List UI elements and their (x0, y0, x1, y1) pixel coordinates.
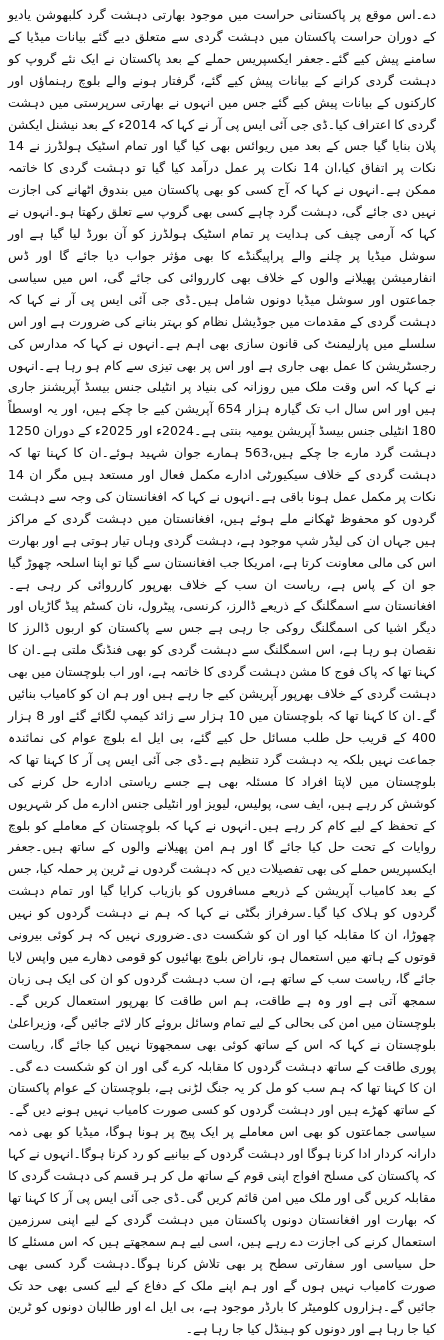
article-body-text: دے۔اس موقع پر پاکستانی حراست میں موجود بھارتی دہشت گرد کلبھوشن یادیو کے دوران حراست پاکستان میں دہشت گردی سے متعلق دیے گئے بیانات میڈیا کے سامنے پیش کیے گئے۔جعفر ایکسپریس حملے کے بعد پاکستان نے ایک نئے گروپ کو دہشت گردی کرانے کے بیانات پیش کیے گئے، گرفتار ہونے والے بلوچ رہنماؤں اور کارکنوں کے بیانات پیش کیے گئے جس میں انہوں نے بھارتی سرپرستی میں دہشت گردی کا اعتراف کیا۔ڈی جی آئی ایس پی آر نے کہا کہ 2014ء کے بعد نیشنل ایکشن پلان بنایا گیا جس کے بعد میں ریوائس بھی کیا گیا اور تمام اسٹیک ہولڈرز نے 14 نکات پر اتفاق کیا،ان 14 نکات پر عمل درآمد کیا گیا تو دہشت گردی کا خاتمہ ممکن ہے۔انہوں نے کہا کہ آج کسی کو بھی پاکستان میں بندوق اٹھانے کی اجازت نہیں دی جائے گی، دہشت گرد چاہے کسی بھی گروپ سے تعلق رکھتا ہو۔انہوں نے کہا کہ آرمی چیف کی ہدایت پر تمام اسٹیک ہولڈرز کو آن بورڈ لیا گیا ہے اور سوشل میڈیا پر چلنے والے پراپیگنڈے کا بھی مؤثر جواب دیا جائے گا اور ڈس انفارمیشن پھیلانے والوں کے خلاف بھی کارروائی کی جائے گی، اس میں سیاسی جماعتوں اور سوشل میڈیا دونوں شامل ہیں۔ڈی جی آئی ایس پی آر نے کہا کہ دہشت گردی کے مقدمات میں جوڈیشل نظام کو بہتر بنانے کی ضرورت ہے اور اس سلسلے میں پارلیمنٹ کی قانون سازی بھی اہم ہے۔انہوں نے کہا کہ مدارس کی رجسٹریشن کا عمل بھی جاری ہے اور اس پر بھی تیزی سے کام ہو رہا ہے۔انہوں نے کہا کہ اس وقت ملک میں روزانہ کی بنیاد پر انٹیلی جنس بیسڈ آپریشنز جاری ہیں اور اس سال اب تک گیارہ ہزار 654 آپریشن کیے جا چکے ہیں، اور یہ اوسطاً 180 انٹیلی جنس بیسڈ آپریشن یومیہ بنتی ہے۔2024ء اور 2025ء کے دوران 1250 دہشت گرد مارے جا چکے ہیں،563 ہمارے جوان شہید ہوئے۔ان کا کہنا تھا کہ دہشت گردی کے خلاف سیکیورٹی ادارے مکمل فعال اور مستعد ہیں مگر ان 14 نکات پر مکمل عمل ہونا باقی ہے۔انہوں نے کہا کہ افغانستان کی وجہ سے دہشت گردوں کو محفوظ ٹھکانے ملے ہوئے ہیں، افغانستان میں دہشت گردی کے مراکز ہیں جہاں ان کی لیڈر شپ موجود ہے، دہشت گردی وہاں تیار ہوتی ہے اور بھارت اس کی مالی معاونت کرتا ہے، امریکا جب افغانستان سے گیا تو اپنا اسلحہ چھوڑ گیا جو ان کے پاس ہے، ریاست ان سب کے خلاف بھرپور کارروائی کر رہی ہے۔افغانستان سے اسمگلنگ کے ذریعے ڈالرز، کرنسی، پیٹرول، نان کسٹم پیڈ گاڑیاں اور دیگر اشیا کی اسمگلنگ روکی جا رہی ہے جس سے پاکستان کو اربوں ڈالرز کا نقصان ہو رہا ہے، اس اسمگلنگ سے دہشت گردی کو بھی فنڈنگ ملتی ہے۔ان کا کہنا تھا کہ پاک فوج کا مشن دہشت گردی کا خاتمہ ہے، اور اب بلوچستان میں بھی دہشت گردی کے خلاف بھرپور آپریشن کیے جا رہے ہیں اور ہم ان کو کامیاب بنائیں گے۔ان کا کہنا تھا کہ بلوچستان میں 10 ہزار سے زائد کیمپ لگائے گئے اور 8 ہزار 400 کے قریب حل طلب مسائل حل کیے گئے، بی ایل اے بلوچ عوام کی نمائندہ جماعت نہیں بلکہ یہ دہشت گرد تنظیم ہے۔ڈی جی آئی ایس پی آر کا کہنا تھا کہ بلوچستان میں لاپتا افراد کا مسئلہ بھی ہے جسے ریاستی ادارے حل کرنے کی کوشش کر رہے ہیں، ایف سی، پولیس، لیویز اور انٹیلی جنس ادارے مل کر شہریوں کے تحفظ کے لیے کام کر رہے ہیں۔انہوں نے کہا کہ بلوچستان کے معاملے کو بلوچ روایات کے تحت حل کیا جائے گا اور ہم امن پھیلانے والوں کے ساتھ ہیں۔جعفر ایکسپریس حملے کی بھی تفصیلات دیں کہ دہشت گردوں نے ٹرین پر حملہ کیا، جس کے بعد کامیاب آپریشن کے ذریعے مسافروں کو بازیاب کرایا گیا اور تمام دہشت گردوں کو ہلاک کیا گیا۔سرفراز بگٹی نے کہا کہ ہم نے دہشت گردوں کو نہیں چھوڑا، ان کا مقابلہ کیا اور ان کو شکست دی۔ضروری نہیں کہ ہر کوئی بیرونی قوتوں کے ہاتھ میں استعمال ہو، ناراض بلوچ بھائیوں کو قومی دھارے میں واپس لایا جائے گا، ریاست سب کے ساتھ ہے، ان سب دہشت گردوں کو ان کی ایک ہی زبان سمجھ آتی ہے اور وہ ہے طاقت، ہم اس طاقت کا بھرپور استعمال کریں گے۔بلوچستان میں امن کی بحالی کے لیے تمام وسائل بروئے کار لائے جائیں گے، وزیراعلیٰ بلوچستان نے کہا کہ اس کے ساتھ کوئی بھی سمجھوتا نہیں کیا جائے گا، ریاست پوری طاقت کے ساتھ دہشت گردوں کا مقابلہ کرے گی اور ان کو شکست دے گی۔ان کا کہنا تھا کہ ہم سب کو مل کر یہ جنگ لڑنی ہے، بلوچستان کے عوام پاکستان کے ساتھ کھڑے ہیں اور دہشت گردوں کو کسی صورت کامیاب نہیں ہونے دیں گے۔سیاسی جماعتوں کو بھی اس معاملے پر ایک پیج پر ہونا ہوگا، میڈیا کو بھی ذمہ دارانہ کردار ادا کرنا ہوگا اور دہشت گردوں کے بیانیے کو رد کرنا ہوگا۔انہوں نے کہا کہ پاکستان کی مسلح افواج اپنی قوم کے ساتھ مل کر ہر قسم کی دہشت گردی کا مقابلہ کریں گی اور ملک میں امن قائم کریں گی۔ڈی جی آئی ایس پی آر کا کہنا تھا کہ بھارت اور افغانستان دونوں پاکستان میں دہشت گردی کے لیے اپنی سرزمین استعمال کرنے کی اجازت دے رہے ہیں، اسی لیے ہم سمجھتے ہیں کہ اس مسئلے کا حل سیاسی اور سفارتی سطح پر بھی تلاش کرنا ہوگا۔دہشت گرد کسی بھی صورت کامیاب نہیں ہوں گے اور ہم اپنے ملک کے دفاع کے لیے کسی بھی حد تک جائیں گے۔ہزاروں کلومیٹر کا بارڈر موجود ہے، بی ایل اے اور طالبان دونوں کو ٹرین کیا جا رہا ہے اور دونوں کو ہینڈل کیا جا رہا ہے۔ (8, 7, 437, 1337)
